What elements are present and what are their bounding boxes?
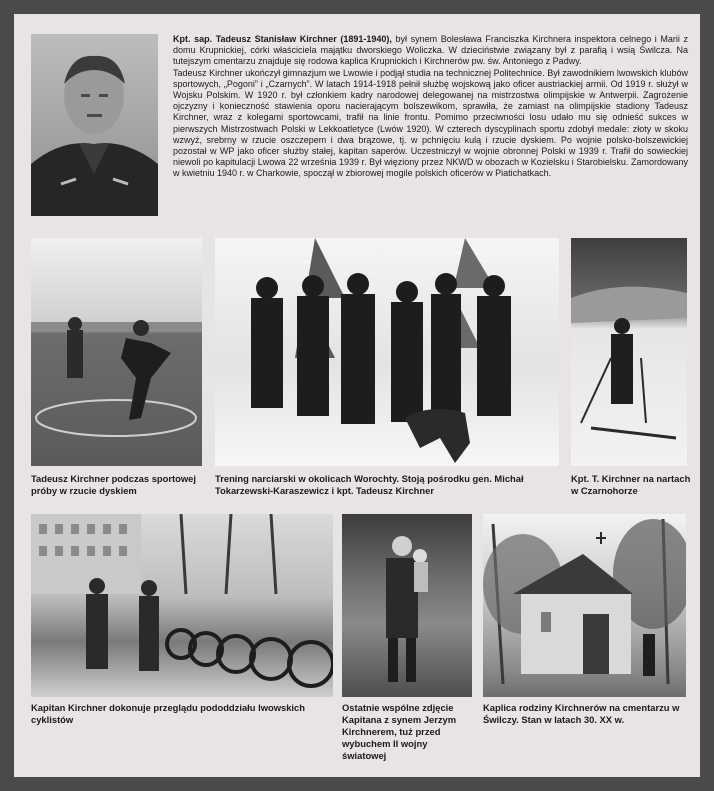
memorial-page	[14, 14, 700, 777]
bio-intro: był synem Bolesława Franciszka Kirchnera inspektora celnego i Marii z domu Krupnickiej, córki właściciela majątku dworskiego Woliczka. W dzieciństwie związany był z parafią i wsią Świlcza. Na tutejszym cmentarzu znajduje się rodowa kaplica Krupnickich i Kirchnerów pw. św. Antoniego z Padwy.	[173, 34, 688, 67]
son-photo	[342, 514, 472, 697]
biography-text	[173, 34, 688, 180]
chapel-caption: Kaplica rodziny Kirchnerów na cmentarzu w Świlczy. Stan w latach 30. XX w.	[483, 702, 680, 725]
skis-photo	[571, 238, 687, 466]
ski-training-caption: Trening narciarski w okolicach Worochty. Stoją pośrodku gen. Michał Tokarzewski-Karaszewicz i kpt. Tadeusz Kirchner	[215, 473, 524, 496]
cyclists-photo	[31, 514, 333, 697]
bio-name: Kpt. sap. Tadeusz Stanisław Kirchner (1891-1940),	[173, 34, 392, 44]
discus-photo	[31, 238, 202, 466]
ski-training-photo	[215, 238, 559, 466]
son-caption: Ostatnie wspólne zdjęcie Kapitana z synem Jerzym Kirchnerem, tuż przed wybuchem II wojny światowej	[342, 702, 457, 761]
portrait-photo	[31, 34, 158, 216]
chapel-photo	[483, 514, 686, 697]
skis-caption: Kpt. T. Kirchner na nartach w Czarnohorze	[571, 473, 691, 496]
discus-caption: Tadeusz Kirchner podczas sportowej próby w rzucie dyskiem	[31, 473, 196, 496]
bio-body: Tadeusz Kirchner ukończył gimnazjum we Lwowie i podjął studia na technicznej Politechnice. Był zawodnikiem lwowskich klubów sportowych, „Pogoni” i „Czarnych”. W latach 1914-1918 pełnił służbę wojskową jako oficer austriackiej armii. Od 1919 r. służył w Wojsku Polskim. W 1920 r. był członkiem kadry narodowej delegowanej na mistrzostwa olimpijskie w Antwerpii. Zagrożenie ojczyzny i konieczność stawienia oporu nacierającym bolszewikom, sprawiła, że zamiast na olimpijskie stadiony Tadeusz Kirchner, wraz z kolegami sportowcami, trafił na linie frontu. Pomimo przeciwności losu udało mu się odnieść sukces w pierwszych Mistrzostwach Polski w Lekkoatletyce (Lwów 1920). W czterech dyscyplinach sportu zdobył medale: złoty w skoku wzwyż, srebrny w rzucie oszczepem i dwa brązowe, tj. w pchnięciu kulą i rzucie dyskiem. Po wojnie polsko-bolszewickiej pozostał w WP jako oficer służby stałej, kapitan saperów. Uczestniczył w wojnie obronnej Polski w 1939 r. Trafił do sowieckiej niewoli po kapitulacji Lwowa 22 września 1939 r. Był więziony przez NKWD w obozach w Kozielsku i Starobielsku. Zamordowany w kwietniu 1940 r. w Charkowie, spoczął w zbiorowej mogile polskich oficerów w Piatichatkach.	[173, 67, 688, 179]
cyclists-caption: Kapitan Kirchner dokonuje przeglądu pododdziału lwowskich cyklistów	[31, 702, 305, 725]
